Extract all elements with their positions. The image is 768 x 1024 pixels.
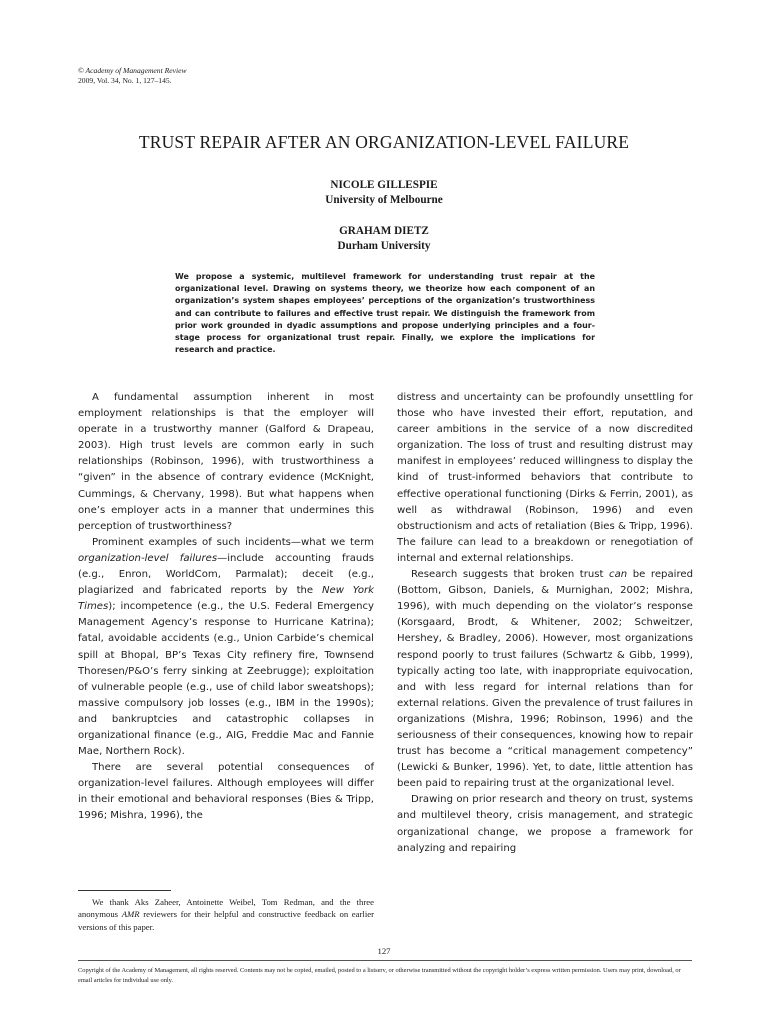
volume-info: 2009, Vol. 34, No. 1, 127–145. bbox=[78, 76, 172, 85]
body-column-left bbox=[78, 390, 374, 825]
emphasis-text: organization-level failures bbox=[78, 552, 218, 564]
page-number: 127 bbox=[377, 946, 391, 956]
emphasis-text: can bbox=[609, 569, 628, 581]
paragraph: distress and uncertainty can be profoundly unsettling for those who have invested their effort, reputation, and career ambitions in the service of a now discredited organization. The loss of trust and resulting distrust may manifest in employees’ reduced willingness to display the kind of trust-informed behaviors that contribute to effective operational functioning (Dirks & Ferrin, 2001), as well as withdrawal (Robinson, 1996) and even obstructionism and acts of retaliation (Bies & Tripp, 1996). The failure can lead to a breakdown or renegotiation of internal and external relationships. bbox=[397, 392, 693, 564]
acknowledgment-footnote bbox=[78, 896, 374, 933]
author-affiliation: Durham University bbox=[337, 240, 431, 252]
copyright-notice: Copyright of the Academy of Management, all rights reserved. Contents may not be copied, emailed, posted to a listserv, or otherwise transmitted without the copyright holder’s express written permission. Users may print, download, or email articles for individual use only. bbox=[78, 967, 681, 985]
paragraph bbox=[78, 535, 374, 760]
copyright-divider bbox=[78, 960, 692, 961]
author-block-2 bbox=[100, 224, 668, 254]
journal-name: © Academy of Management Review bbox=[78, 66, 187, 75]
text-span: be repaired (Bottom, Gibson, Daniels, & Murnighan, 2002; Mishra, 1996), with much depending on the violator’s response (Korsgaard, Brodt, & Whitener, 2002; Schweitzer, Hershey, & Bradley, 2006). However, most organizations respond poorly to trust failures (Schwartz & Gibb, 1999), typically acting too late, with inappropriate equivocation, and with less regard for internal relations than for external relations. Given the prevalence of trust failures in organizations (Mishra, 1996; Robinson, 1996) and the seriousness of their consequences, knowing how to repair trust has become a “critical management competency” (Lewicki & Bunker, 1996). Yet, to date, little attention has been paid to repairing trust at the organizational level. bbox=[397, 569, 693, 790]
paragraph: There are several potential consequences of organization-level failures. Although employees will differ in their emotional and behavioral responses (Bies & Tripp, 1996; Mishra, 1996), the bbox=[78, 762, 374, 822]
abstract: We propose a systemic, multilevel framework for understanding trust repair at the organizational level. Drawing on systems theory, we theorize how each component of an organization’s system shapes employees’ perceptions of the organization’s trustworthiness and can contribute to failures and effective trust repair. We distinguish the framework from prior work grounded in dyadic assumptions and propose underlying principles and a four-stage process for organizational trust repair. Finally, we explore the implications for research and practice. bbox=[175, 272, 595, 355]
paragraph: A fundamental assumption inherent in most employment relationships is that the employer will operate in a trustworthy manner (Galford & Drapeau, 2003). High trust levels are common early in such relationships (Robinson, 1996), with trustworthiness a “given” in the absence of contrary evidence (McKnight, Cummings, & Chervany, 1998). But what happens when one’s employer acts in a manner that undermines this perception of trustworthiness? bbox=[78, 392, 374, 532]
article-title: TRUST REPAIR AFTER AN ORGANIZATION-LEVEL FAILURE bbox=[138, 131, 630, 152]
text-span: Research suggests that broken trust bbox=[411, 569, 610, 581]
paragraph: Drawing on prior research and theory on trust, systems and multilevel theory, crisis management, and strategic organizational change, we propose a framework for analyzing and repairing bbox=[397, 794, 693, 854]
author-block-1 bbox=[100, 178, 668, 208]
emphasis-text: AMR bbox=[121, 909, 140, 920]
journal-header bbox=[78, 66, 187, 86]
text-span: We thank Aks Zaheer, Antoinette Weibel, Tom Redman, and the three anonymous bbox=[78, 897, 374, 920]
text-span: ); incompetence (e.g., the U.S. Federal Emergency Management Agency’s response to Hurricane Katrina); fatal, avoidable accidents (e.g., Union Carbide’s chemical spill at Bhopal, BP’s Texas City refinery fire, Townsend Thoresen/P&O’s ferry sinking at Zeebrugge); exploitation of vulnerable people (e.g., use of child labor sweatshops); massive compulsory job losses (e.g., IBM in the 1990s); and bankruptcies and catastrophic collapses in organizational finance (e.g., AIG, Freddie Mac and Fannie Mae, Northern Rock). bbox=[78, 601, 374, 758]
body-column-right bbox=[397, 390, 693, 857]
text-span: Prominent examples of such incidents—what we term bbox=[92, 536, 374, 548]
text-span: reviewers for their helpful and constructive feedback on earlier versions of this paper. bbox=[78, 909, 374, 932]
paragraph bbox=[397, 567, 693, 792]
author-affiliation: University of Melbourne bbox=[325, 194, 443, 206]
author-name: GRAHAM DIETZ bbox=[339, 225, 429, 237]
footnote-divider bbox=[78, 890, 171, 891]
author-name: NICOLE GILLESPIE bbox=[330, 179, 438, 191]
emphasis-text: New York Times bbox=[78, 585, 374, 613]
text-span: —include accounting frauds (e.g., Enron, WorldCom, Parmalat); deceit (e.g., plagiarized and fabricated reports by the bbox=[78, 552, 374, 597]
